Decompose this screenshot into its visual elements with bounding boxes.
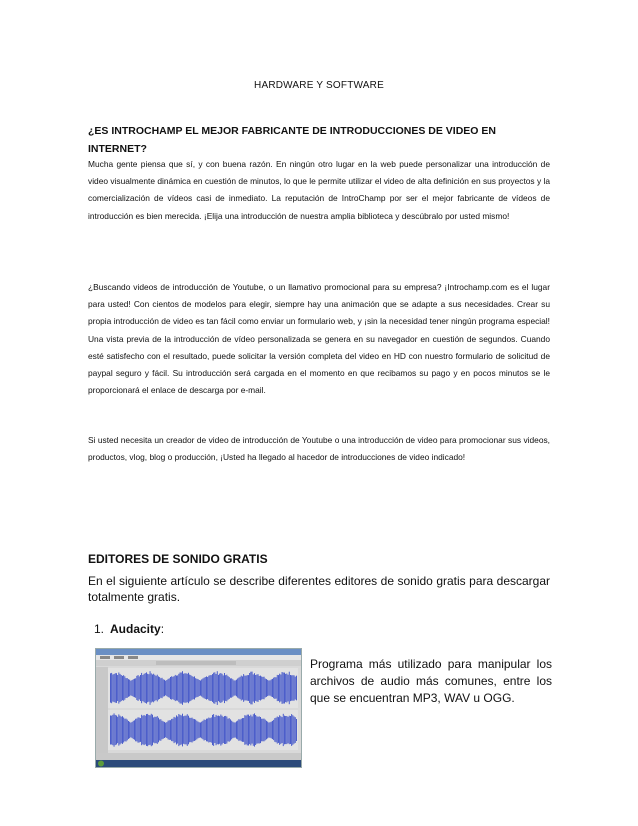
paragraph-2: ¿Buscando videos de introducción de Youtube, o un llamativo promocional para su empresa? ¡Introchamp.com es el lugar para usted! Con cientos de modelos para elegir, siempre hay una animación que se adapte a sus necesidades. Crear su propia introducción de video es tan fácil como enviar un formulario web, y ¡sin la necesidad tener ningún programa especial! Una vista previa de la introducción de vídeo personalizada se genera en su navegador en cuestión de segundos. Cuando esté satisfecho con el resultado, puede solicitar la versión completa del video en HD con nuestro formulario de solicitud de paypal seguro y fácil. Su introducción será cargada en el momento en que recibamos su pago y en pocos minutos se le proporcionará el enlace de descarga por e-mail. xyxy=(88,282,550,396)
section-intro: En el siguiente artículo se describe diferentes editores de sonido gratis para descargar totalmente gratis. xyxy=(88,574,550,604)
section-heading-introchamp: ¿ES INTROCHAMP EL MEJOR FABRICANTE DE INTRODUCCIONES DE VIDEO EN INTERNET? xyxy=(88,125,496,155)
paragraph-3: Si usted necesita un creador de video de introducción de Youtube o una introducción de video para promocionar sus videos, productos, vlog, blog o producción, ¡Usted ha llegado al hacedor de introducciones de video indicado! xyxy=(88,435,550,463)
list-item-name: Audacity xyxy=(110,622,161,636)
paragraph-1: Mucha gente piensa que sí, y con buena razón. En ningún otro lugar en la web puede personalizar una introducción de video visualmente dinámica en cuestión de minutos, lo que le permite utilizar el video de alta definición en sus proyectos y la comercialización de vídeos casi de inmediato. La reputación de IntroChamp por ser el mejor fabricante de vídeos de introducción es bien merecida. ¡Elija una introducción de nuestra amplia biblioteca y descúbralo por usted mismo! xyxy=(88,159,550,221)
section-heading-editors: EDITORES DE SONIDO GRATIS xyxy=(88,552,268,566)
audacity-waveform-picture xyxy=(96,649,301,767)
page-title: HARDWARE Y SOFTWARE xyxy=(254,80,384,91)
audacity-description: Programa más utilizado para manipular los archivos de audio más comunes, entre los que se encuentran MP3, WAV u OGG. xyxy=(310,657,552,705)
list-number: 1. xyxy=(94,622,105,636)
audacity-screenshot-image xyxy=(95,648,302,768)
list-item-suffix: : xyxy=(160,622,165,636)
list-item xyxy=(94,622,164,636)
